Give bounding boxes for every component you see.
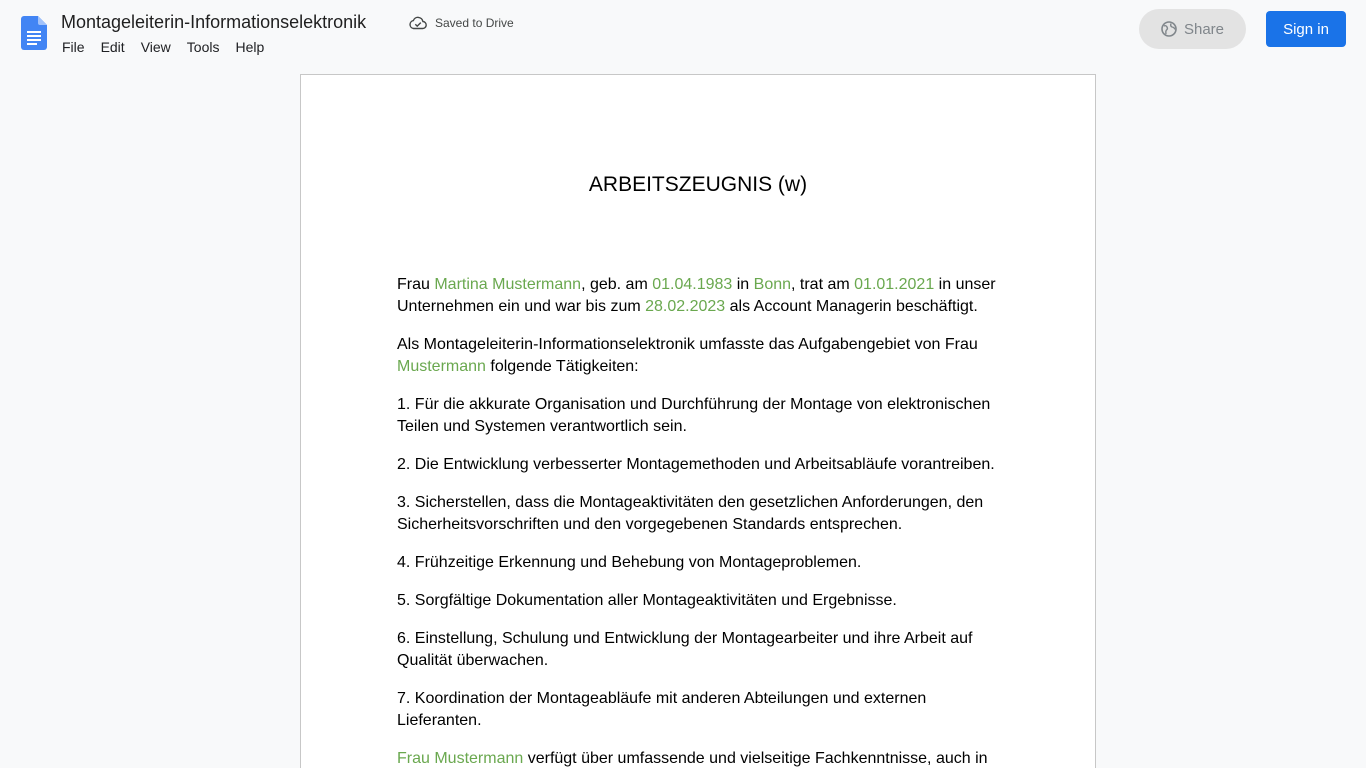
task-item: 4. Frühzeitige Erkennung und Behebung von Montageproblemen. (397, 554, 862, 571)
menu-edit[interactable]: Edit (100, 39, 125, 55)
save-status-label: Saved to Drive (435, 16, 514, 30)
share-button[interactable] (1139, 9, 1246, 49)
task-item: 6. Einstellung, Schulung und Entwicklung der Montagearbeiter und ihre Arbeit auf Qualität überwachen. (397, 630, 973, 669)
menu-file[interactable]: File (62, 39, 85, 55)
birth-city: Bonn (753, 276, 792, 293)
menu-bar (54, 36, 272, 58)
intro-paragraph: Frau Martina Mustermann, geb. am 01.04.1983 in Bonn, trat am 01.01.2021 in unser Unternehmen ein und war bis zum 28.02.2023 als Account Managerin beschäftigt. (397, 276, 996, 315)
document-heading: ARBEITSZEUGNIS (w) (588, 173, 808, 196)
employee-name: Martina Mustermann (434, 276, 582, 293)
employee-surname: Mustermann (397, 358, 486, 375)
task-item: 1. Für die akkurate Organisation und Durchführung der Montage von elektronischen Teilen und Systemen verantwortlich sein. (397, 396, 991, 435)
document-body (397, 274, 1003, 768)
app-header (0, 0, 1366, 64)
cloud-done-icon (409, 16, 427, 30)
menu-tools[interactable]: Tools (186, 39, 220, 55)
docs-icon[interactable] (21, 16, 47, 50)
tasks-intro-paragraph: Als Montageleiterin-Informationselektronik umfasste das Aufgabengebiet von Frau Mustermann folgende Tätigkeiten: (397, 336, 978, 375)
task-item: 5. Sorgfältige Dokumentation aller Montageaktivitäten und Ergebnisse. (397, 592, 897, 609)
closing-paragraph: Frau Mustermann verfügt über umfassende und vielseitige Fachkenntnisse, auch in (397, 750, 988, 767)
task-item: 7. Koordination der Montageabläufe mit anderen Abteilungen und externen Lieferanten. (397, 690, 927, 729)
end-date: 28.02.2023 (645, 298, 726, 315)
document-page[interactable] (300, 74, 1096, 768)
document-title[interactable]: Montageleiterin-Informationselektronik (61, 12, 367, 32)
task-item: 3. Sicherstellen, dass die Montageaktivitäten den gesetzlichen Anforderungen, den Sicherheitsvorschriften und den vorgegebenen Standards entsprechen. (397, 494, 984, 533)
task-item: 2. Die Entwicklung verbesserter Montagemethoden und Arbeitsabläufe vorantreiben. (397, 456, 995, 473)
employee-reference: Frau Mustermann (397, 750, 524, 767)
birth-date: 01.04.1983 (652, 276, 733, 293)
menu-view[interactable]: View (140, 39, 171, 55)
save-status[interactable] (409, 14, 514, 32)
sign-in-button[interactable]: Sign in (1266, 11, 1346, 47)
share-button-label: Share (1183, 20, 1225, 38)
start-date: 01.01.2021 (854, 276, 935, 293)
globe-icon (1161, 21, 1177, 37)
menu-help[interactable]: Help (235, 39, 265, 55)
